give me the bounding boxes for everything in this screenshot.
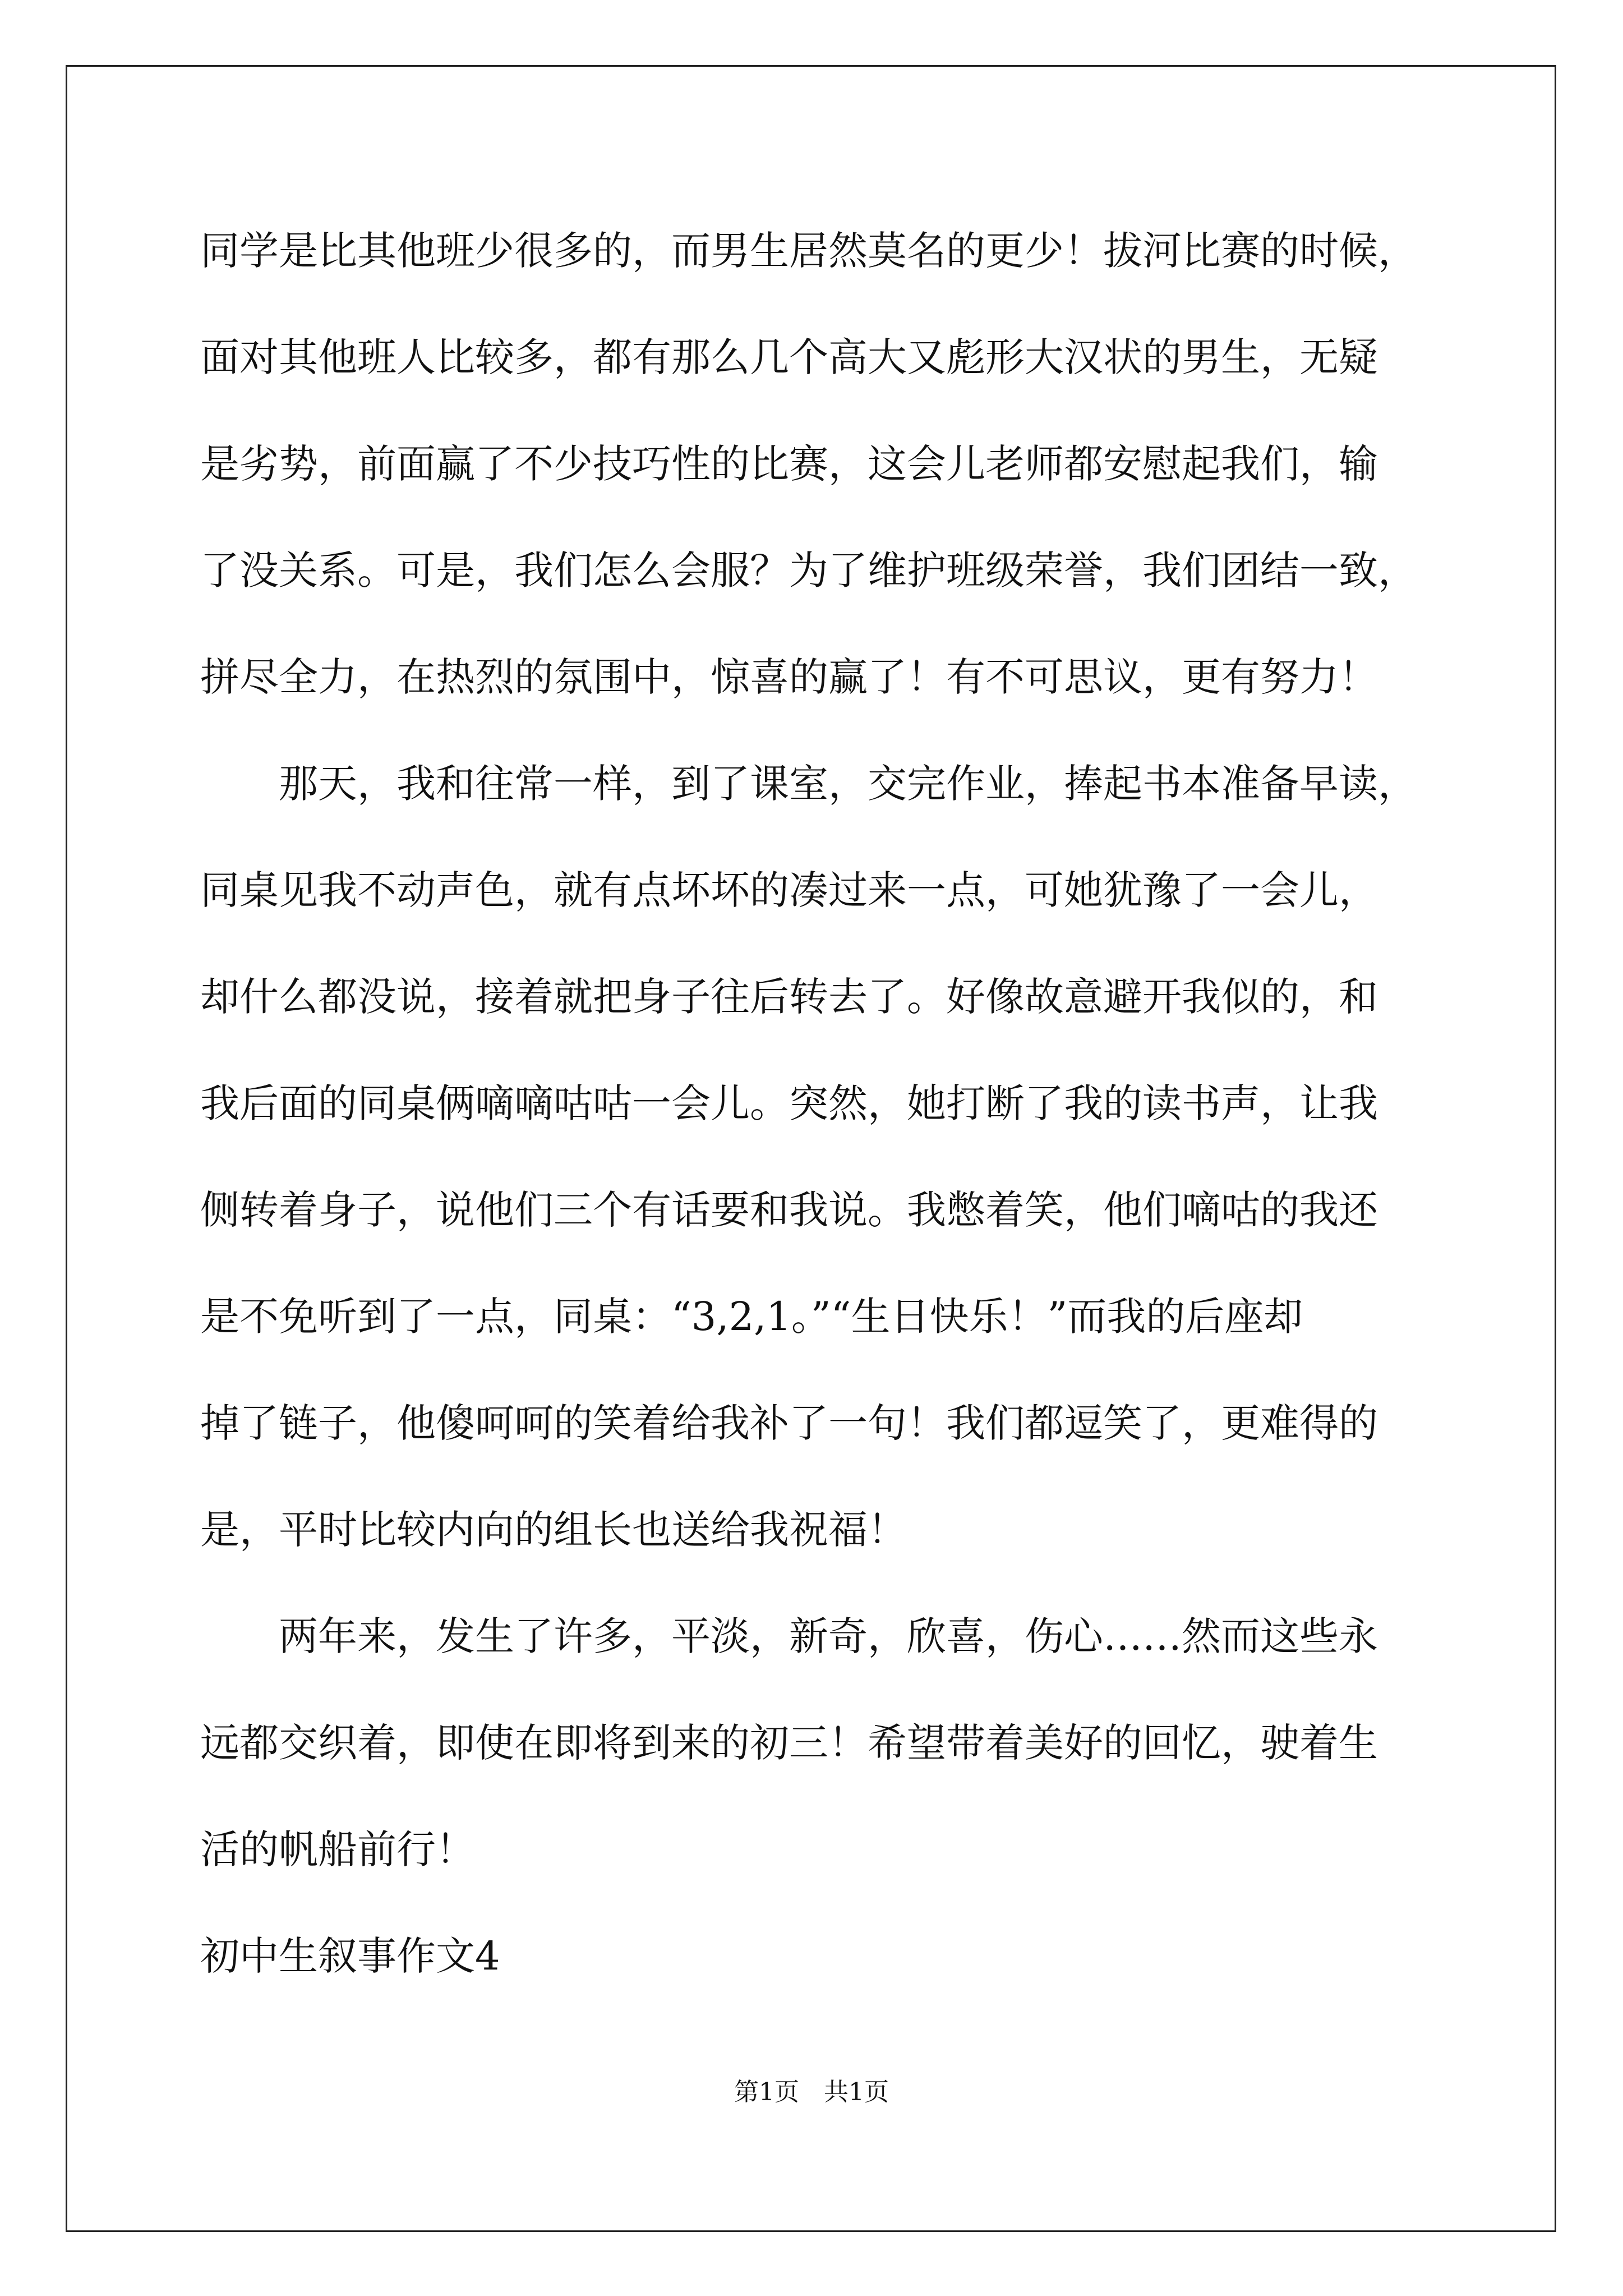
- text-line: 了没关系。可是，我们怎么会服？为了维护班级荣誉，我们团结一致，: [200, 547, 1417, 593]
- page-number-footer: 第1页 共1页: [734, 2078, 889, 2106]
- text-line: 活的帆船前行！: [200, 1826, 475, 1872]
- page-border: [66, 65, 1556, 2232]
- text-line: 是，平时比较内向的组长也送给我祝福！: [200, 1507, 907, 1553]
- text-line: 同学是比其他班少很多的，而男生居然莫名的更少！拔河比赛的时候，: [200, 228, 1417, 274]
- text-line: 同桌见我不动声色，就有点坏坏的凑过来一点，可她犹豫了一会儿，: [200, 867, 1378, 913]
- text-line: 侧转着身子，说他们三个有话要和我说。我憋着笑，他们嘀咕的我还: [200, 1187, 1378, 1233]
- text-line: 远都交织着，即使在即将到来的初三！希望带着美好的回忆，驶着生: [200, 1720, 1378, 1766]
- text-line: 面对其他班人比较多，都有那么几个高大又彪形大汉状的男生，无疑: [200, 334, 1378, 380]
- text-line: 却什么都没说，接着就把身子往后转去了。好像故意避开我似的，和: [200, 974, 1378, 1020]
- text-line: 拼尽全力，在热烈的氛围中，惊喜的赢了！有不可思议，更有努力！: [200, 654, 1378, 700]
- text-line: 两年来，发生了许多，平淡，新奇，欣喜，伤心……然而这些永: [200, 1613, 1378, 1659]
- text-line: 掉了链子，他傻呵呵的笑着给我补了一句！我们都逗笑了，更难得的: [200, 1400, 1378, 1446]
- text-line: 我后面的同桌俩嘀嘀咕咕一会儿。突然，她打断了我的读书声，让我: [200, 1080, 1378, 1126]
- section-heading: 初中生叙事作文4: [200, 1933, 500, 1979]
- text-line: 是不免听到了一点，同桌：“3,2,1。”“生日快乐！”而我的后座却: [200, 1294, 1303, 1340]
- text-line: 那天，我和往常一样，到了课室，交完作业，捧起书本准备早读，: [200, 761, 1417, 807]
- text-line: 是劣势，前面赢了不少技巧性的比赛，这会儿老师都安慰起我们，输: [200, 441, 1378, 487]
